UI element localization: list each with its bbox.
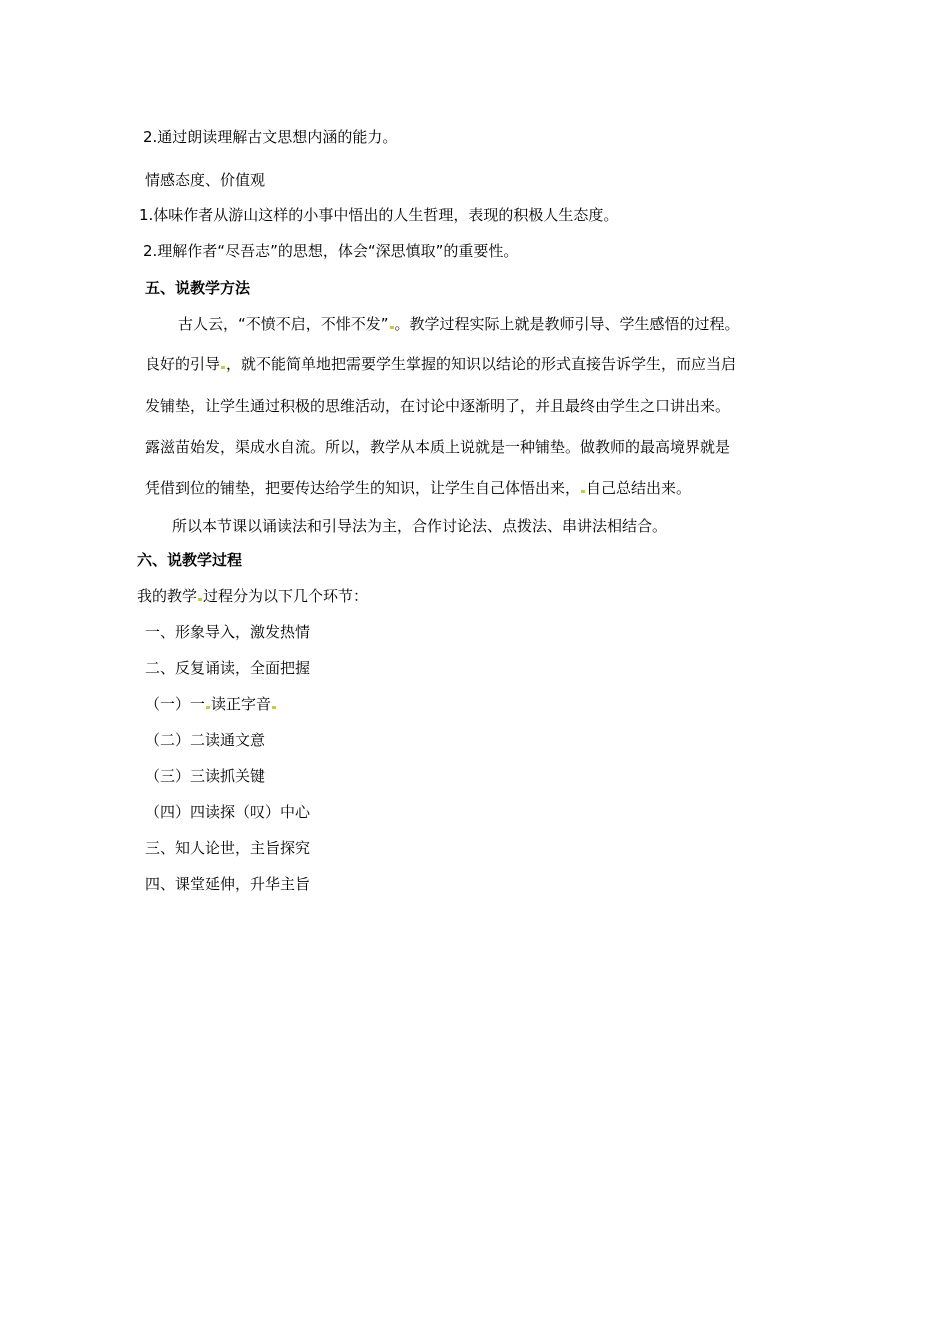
methods-text: ，就不能简单地把需要学生掌握的知识以结论的形式直接告诉学生，而应当启 bbox=[226, 355, 737, 373]
methods-text: 凭借到位的铺垫，把要传达给学生的知识，让学生自己体悟出来， bbox=[145, 479, 581, 497]
methods-text: 自己总结出来。 bbox=[586, 479, 692, 497]
process-substep-2: （二）二读通文意 bbox=[145, 731, 266, 749]
edit-mark-icon bbox=[390, 326, 394, 329]
methods-text: 古人云，“不愤不启，不悱不发” bbox=[178, 315, 389, 333]
process-step-2: 二、反复诵读，全面把握 bbox=[145, 659, 311, 677]
process-step-1: 一、形象导入，激发热情 bbox=[145, 623, 311, 641]
process-text: 我的教学 bbox=[137, 587, 198, 605]
process-substep-4: （四）四读探（叹）中心 bbox=[145, 803, 311, 821]
methods-paragraph-2: 所以本节课以诵读法和引导法为主，合作讨论法、点拨法、串讲法相结合。 bbox=[172, 517, 668, 535]
methods-text: 良好的引导 bbox=[145, 355, 221, 373]
process-substep-1 bbox=[145, 694, 277, 714]
methods-paragraph-line-1 bbox=[178, 314, 740, 334]
methods-paragraph-line-5 bbox=[145, 478, 691, 498]
process-text: 过程分为以下几个环节： bbox=[203, 587, 369, 605]
process-text: （一）一 bbox=[145, 695, 206, 713]
emotion-item-2: 2.理解作者“尽吾志”的思想，体会“深思慎取”的重要性。 bbox=[143, 242, 519, 260]
edit-mark-icon bbox=[272, 706, 276, 709]
edit-mark-icon bbox=[581, 490, 585, 493]
ability-item-2: 2.通过朗读理解古文思想内涵的能力。 bbox=[143, 128, 398, 146]
emotion-heading: 情感态度、价值观 bbox=[145, 171, 266, 189]
emotion-item-1: 1.体味作者从游山这样的小事中悟出的人生哲理，表现的积极人生态度。 bbox=[139, 206, 619, 224]
methods-paragraph-line-2 bbox=[145, 354, 736, 374]
methods-heading: 五、说教学方法 bbox=[145, 279, 251, 297]
process-step-3: 三、知人论世，主旨探究 bbox=[145, 839, 311, 857]
edit-mark-icon bbox=[221, 366, 225, 369]
methods-paragraph-line-3: 发铺垫，让学生通过积极的思维活动，在讨论中逐渐明了，并且最终由学生之口讲出来。 bbox=[145, 397, 731, 415]
process-substep-3: （三）三读抓关键 bbox=[145, 767, 266, 785]
methods-paragraph-line-4: 露滋苗始发，渠成水自流。所以，教学从本质上说就是一种铺垫。做教师的最高境界就是 bbox=[145, 438, 731, 456]
methods-text: 。教学过程实际上就是教师引导、学生感悟的过程。 bbox=[394, 315, 740, 333]
process-heading: 六、说教学过程 bbox=[137, 551, 243, 569]
process-step-4: 四、课堂延伸，升华主旨 bbox=[145, 875, 311, 893]
process-text: 读正字音 bbox=[211, 695, 272, 713]
edit-mark-icon bbox=[206, 706, 210, 709]
process-intro bbox=[137, 586, 368, 606]
edit-mark-icon bbox=[198, 598, 202, 601]
